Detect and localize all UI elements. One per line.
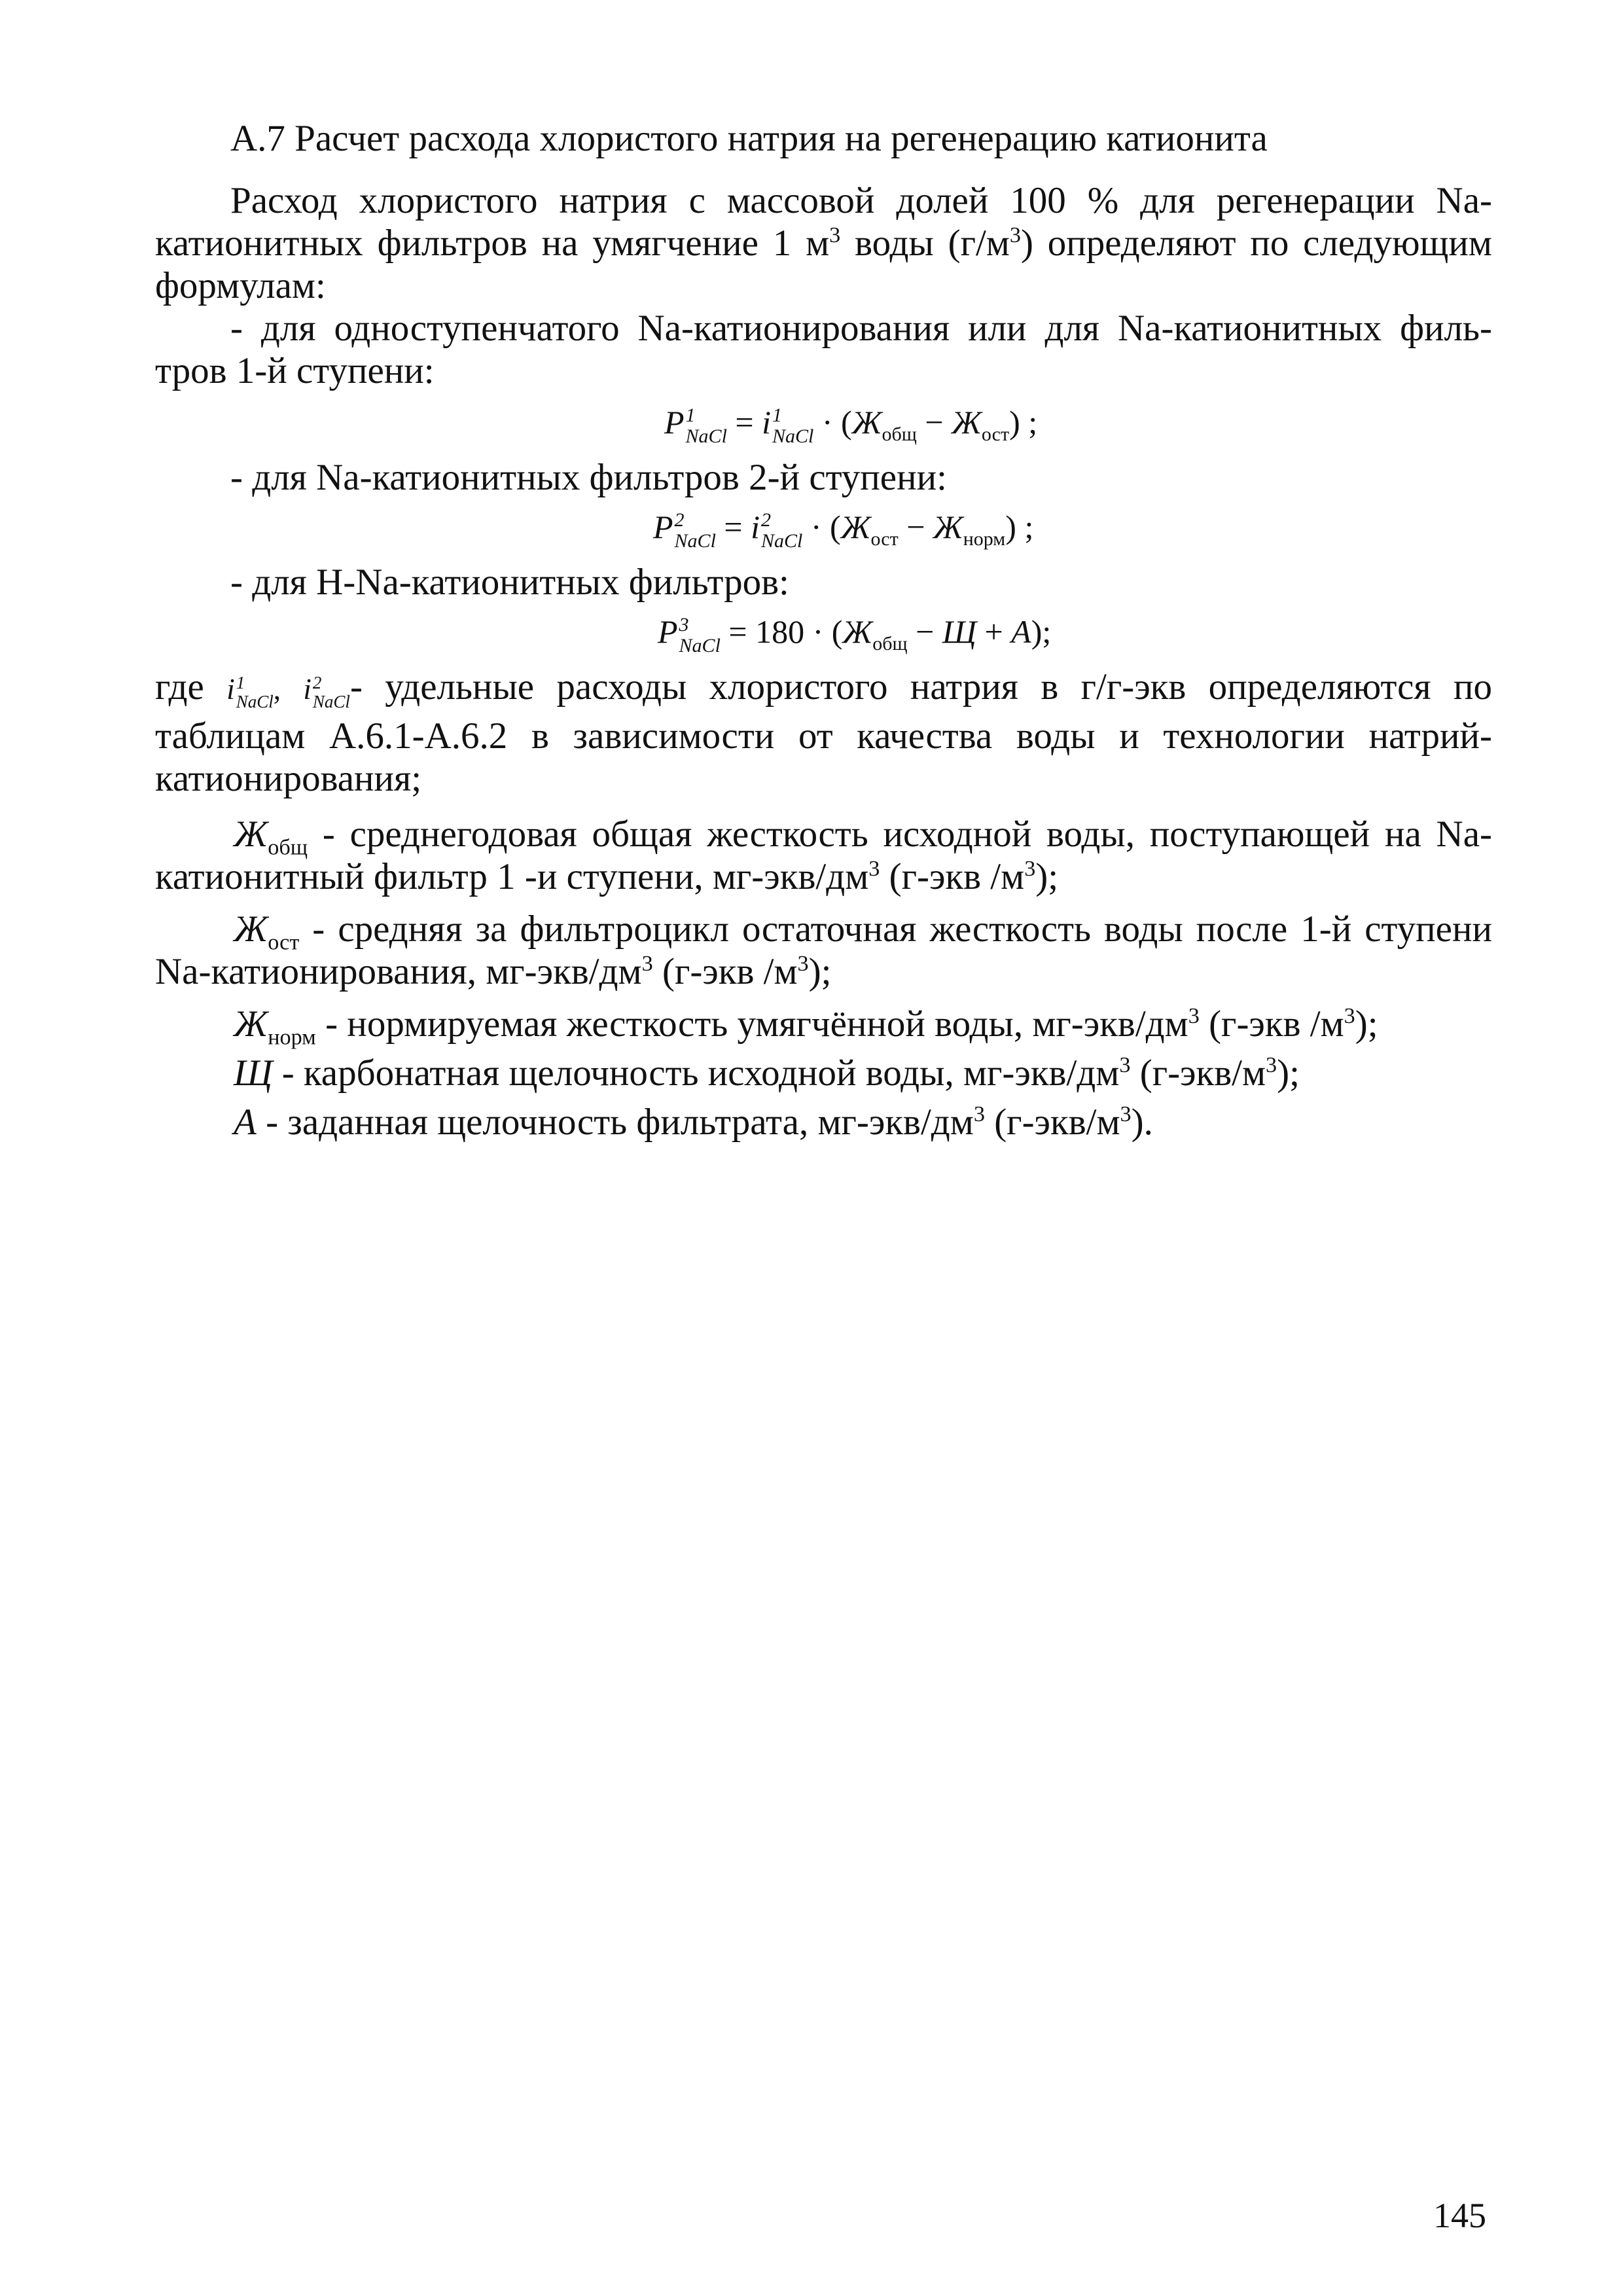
where-line-3: катионирования; bbox=[155, 758, 422, 799]
item-single-stage-line-1: - для одноступенчатого Na-катионирования или для Na-катионитных филь- bbox=[230, 308, 1492, 349]
def-shch: Щ - карбонатная щелочность исходной воды, $мг-экв/дм^3$ $(г-экв/м^3)$; bbox=[234, 1052, 1300, 1094]
where-line-1: где i 1 NaCl , i 2 NaCl - удельные расходы хлористого натрия в г/г-экв определяются по bbox=[155, 666, 1493, 711]
def-a: A - заданная щелочность фильтрата, $мг-экв/дм^3$ $(г-экв/м^3)$. bbox=[234, 1102, 1153, 1143]
page-number: 145 bbox=[1433, 2196, 1486, 2235]
intro-line-3: формулам: bbox=[155, 265, 326, 306]
section-heading: А.7 Расчет расхода хлористого натрия на регенерацию катионита bbox=[230, 118, 1268, 159]
item-second-stage: - для Na-катионитных фильтров 2-й ступени: bbox=[230, 457, 947, 498]
intro-line-2: катионитных фильтров на умягчение 1 $м^3$ воды $(г/м^3)$ определяют по следующим bbox=[155, 223, 1492, 264]
def-zh-obsh-line-1: $Ж_{общ}$ - среднегодовая общая жесткость исходной воды, поступающей на Na- bbox=[234, 814, 1492, 860]
formula-1: P 1 NaCl = i 1 NaCl · $(Ж_{общ} - Ж_{ост})$ ; bbox=[664, 404, 1038, 447]
def-zh-ost-line-1: $Ж_{ост}$ - средняя за фильтроцикл остаточная жесткость воды после 1-й ступени bbox=[234, 908, 1492, 955]
item-h-na: - для H-Na-катионитных фильтров: bbox=[230, 562, 789, 603]
intro-line-1: Расход хлористого натрия с массовой долей 100 % для регенерации Na- bbox=[230, 180, 1492, 221]
formula-3: P 3 NaCl = $180 \cdot (Ж_{общ} - Щ + A)$; bbox=[658, 613, 1052, 656]
formula-2: P 2 NaCl = i 2 NaCl · $(Ж_{ост} - Ж_{норм})$ ; bbox=[653, 509, 1034, 552]
def-zh-obsh-line-2: катионитный фильтр 1 -и ступени, $мг-экв/дм^3$ (г-экв $/м^3$); bbox=[155, 856, 1059, 897]
item-single-stage-line-2: тров 1-й ступени: bbox=[155, 350, 435, 391]
def-zh-norm: $Ж_{норм}$ - нормируемая жесткость умягчённой воды, $мг-экв/дм^3$ (г-экв $/м^3$); bbox=[234, 1003, 1378, 1050]
where-line-2: таблицам А.6.1-А.6.2 в зависимости от качества воды и технологии натрий- bbox=[155, 715, 1492, 757]
def-zh-ost-line-2: Na-катионирования, $мг-экв/дм^3$ (г-экв $/м^3$); bbox=[155, 951, 832, 992]
